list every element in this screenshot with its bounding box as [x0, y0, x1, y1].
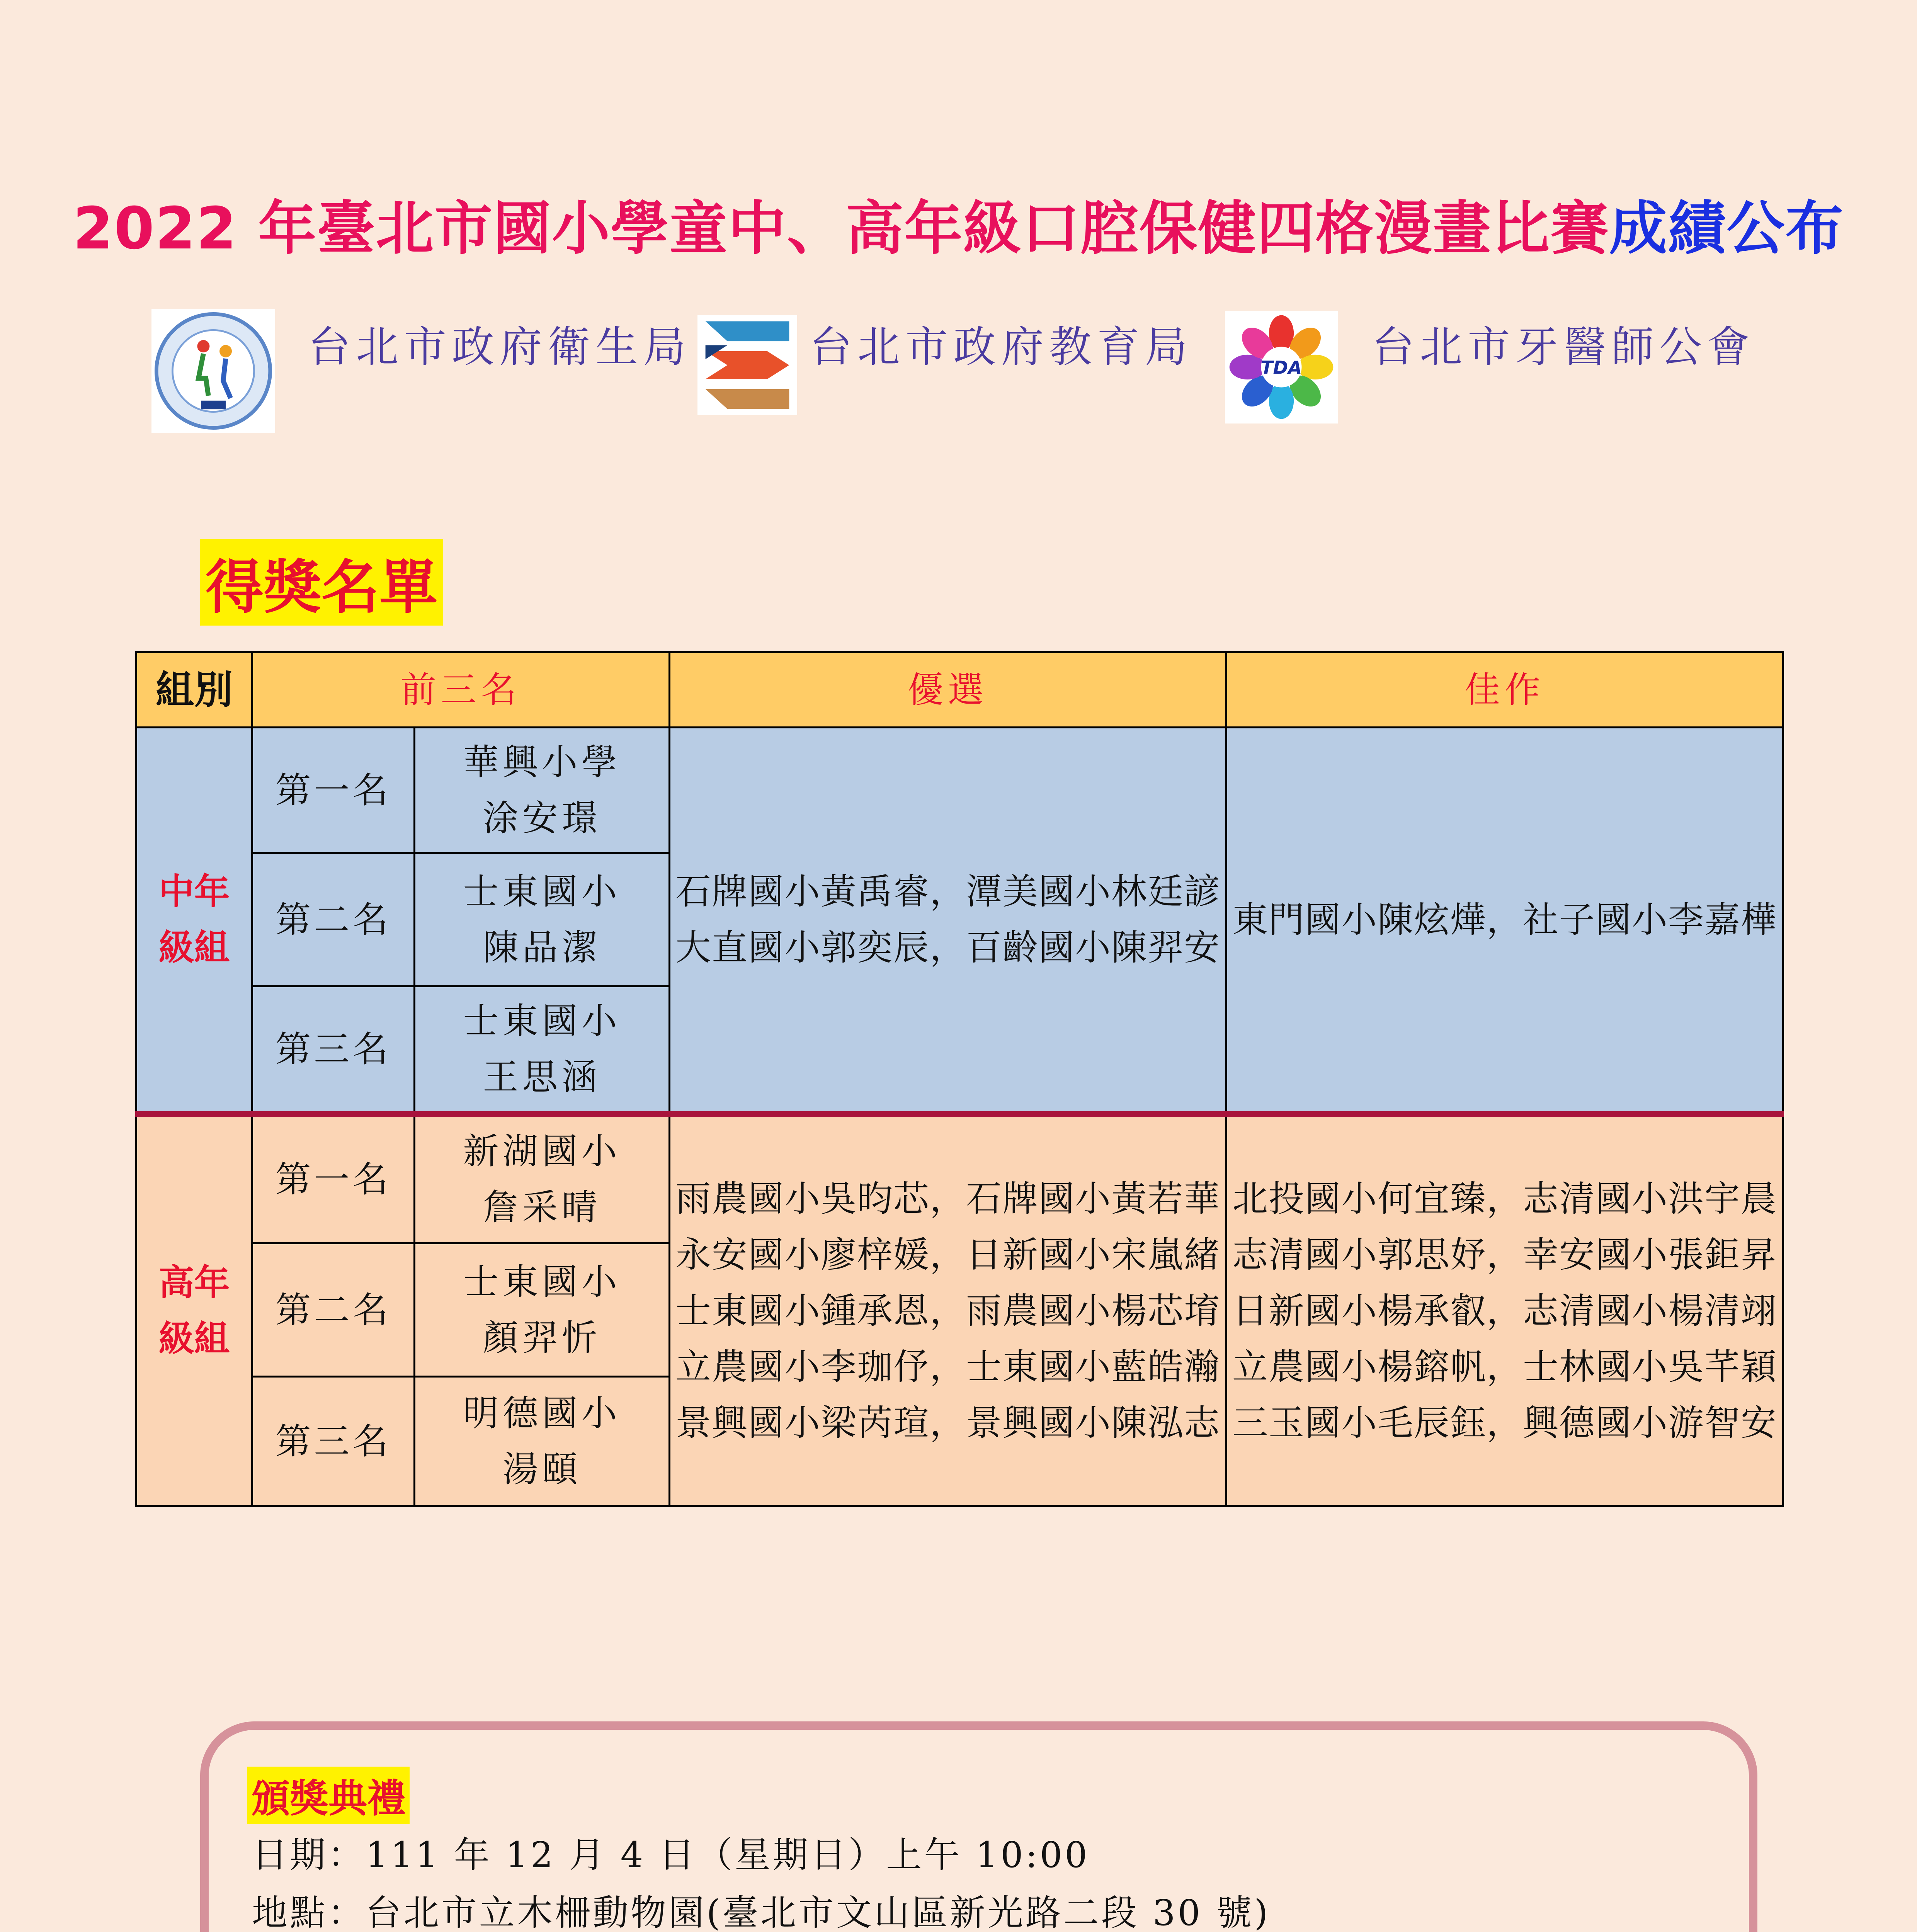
- organizer-name: 台北市牙醫師公會: [1372, 322, 1755, 372]
- winner-cell: 士東國小 王思涵: [415, 986, 670, 1114]
- excellent-list-middle: 石牌國小黃禹睿，潭美國小林廷諺 大直國小郭奕辰，百齡國小陳羿安: [670, 728, 1226, 1114]
- header-honorable: 佳作: [1226, 652, 1783, 728]
- organizer-name: 台北市政府教育局: [810, 322, 1193, 372]
- organizer-name: 台北市政府衛生局: [308, 322, 691, 372]
- header-top3: 前三名: [252, 652, 670, 728]
- table-row: [136, 1114, 1783, 1243]
- rank-cell: 第一名: [252, 1114, 415, 1243]
- winner-cell: 明德國小 湯頤: [415, 1377, 670, 1506]
- ceremony-heading: 頒獎典禮: [247, 1767, 410, 1824]
- winner-cell: 士東國小 陳品潔: [415, 853, 670, 986]
- education-dept-logo-icon: [697, 311, 797, 419]
- winner-cell: 新湖國小 詹采晴: [415, 1114, 670, 1243]
- ceremony-location: 地點：台北市立木柵動物園(臺北市文山區新光路二段 30 號): [252, 1892, 1271, 1932]
- group-name-high: 高年 級組: [136, 1114, 252, 1506]
- ceremony-info-box: [200, 1721, 1757, 1932]
- table-header-row: [136, 652, 1783, 728]
- rank-cell: 第一名: [252, 728, 415, 853]
- winners-heading: 得獎名單: [200, 539, 443, 626]
- rank-cell: 第二名: [252, 853, 415, 986]
- health-dept-logo-icon: [151, 309, 275, 433]
- rank-cell: 第二名: [252, 1243, 415, 1377]
- header-group: 組別: [136, 652, 252, 728]
- honorable-list-high: 北投國小何宜臻，志清國小洪宇晨 志清國小郭思妤，幸安國小張鉅昇 日新國小楊承叡，志清國小楊清翊 立農國小楊鎔帆，士林國小吳芊穎 三玉國小毛辰鈺，興德國小游智安: [1226, 1114, 1783, 1506]
- title-highlight: 成績公布: [1609, 195, 1844, 262]
- rank-cell: 第三名: [252, 986, 415, 1114]
- honorable-list-middle: 東門國小陳炫燁，社子國小李嘉樺: [1226, 728, 1783, 1114]
- winner-cell: 華興小學 涂安璟: [415, 728, 670, 853]
- winner-cell: 士東國小 顏羿忻: [415, 1243, 670, 1377]
- header-excellent: 優選: [670, 652, 1226, 728]
- table-row: [136, 728, 1783, 853]
- excellent-list-high: 雨農國小吳昀芯，石牌國小黃若華 永安國小廖梓媛，日新國小宋嵐緒 士東國小鍾承恩，雨農國小楊芯堉 立農國小李珈伃，士東國小藍皓瀚 景興國小梁芮瑄，景興國小陳泓志: [670, 1114, 1226, 1506]
- group-name-middle: 中年 級組: [136, 728, 252, 1114]
- title-main: 2022 年臺北市國小學童中、高年級口腔保健四格漫畫比賽: [73, 195, 1609, 262]
- tda-logo-text: TDA: [1260, 357, 1302, 379]
- tda-logo-icon: [1225, 309, 1338, 425]
- rank-cell: 第三名: [252, 1377, 415, 1506]
- page-title: [0, 182, 1917, 265]
- ceremony-date: 日期：111 年 12 月 4 日（星期日）上午 10:00: [252, 1834, 1090, 1876]
- results-table: [135, 651, 1784, 1507]
